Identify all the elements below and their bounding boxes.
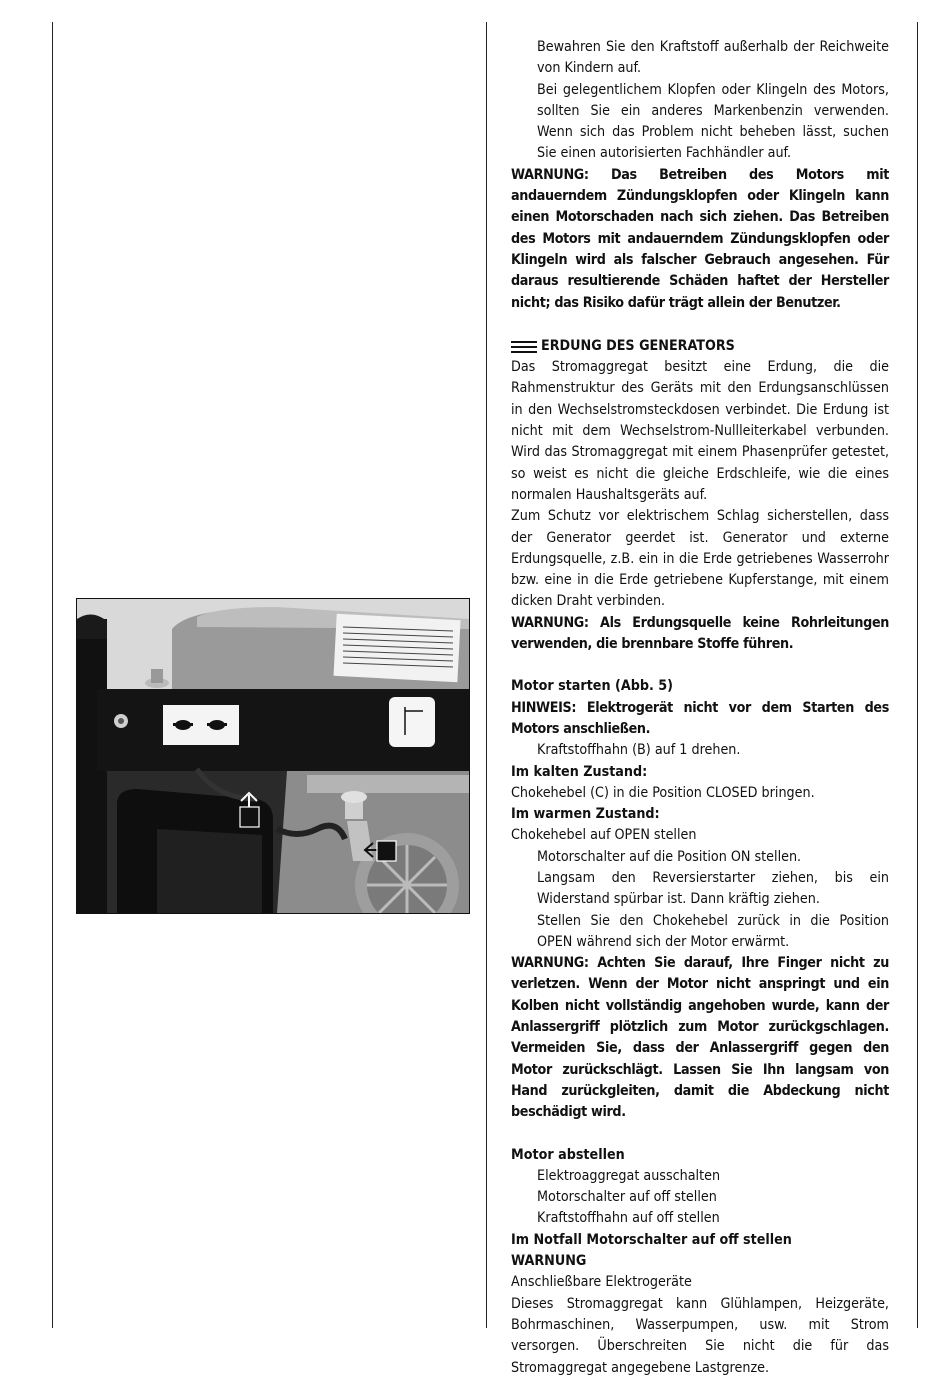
right-margin-rule <box>917 22 918 1328</box>
warning-knocking: WARNUNG: Das Betreiben des Motors mit andauerndem Zündungsklopfen oder Klingeln kann einen Motorschaden nach sich ziehen. Das Betreiben des Motors mit andauerndem Zündungsklopfen oder Klingeln wird als falscher Gebrauch angesehen. Für daraus resultierende Schäden haftet der Hersteller nicht; das Risiko dafür trägt allein der Benutzer. <box>511 166 889 311</box>
three-bars-icon <box>511 340 537 354</box>
text-column <box>511 37 889 1379</box>
subheading-warm: Im warmen Zustand: <box>511 806 660 823</box>
warning-pipes: WARNUNG: Als Erdungsquelle keine Rohrleitungen verwenden, die brennbare Stoffe führen. <box>511 614 889 653</box>
step-engine-switch: Motorschalter auf die Position ON stellen. <box>537 848 802 865</box>
subheading-stop-motor: Motor abstellen <box>511 1146 625 1163</box>
spacer <box>511 1124 889 1145</box>
spacer <box>511 314 889 335</box>
warning-fingers: WARNUNG: Achten Sie darauf, Ihre Finger nicht zu verletzen. Wenn der Motor nicht anspringt und ein Kolben nicht vollständig angehoben wurde, kann der Anlassergriff plötzlich zum Motor zurückgschlagen. Vermeiden Sie, dass der Anlassergriff gegen den Motor zurückschlägt. Lassen Sie Ihn langsam von Hand zurückgleiten, damit die Abdeckung nicht beschädigt wird. <box>511 955 889 1121</box>
subheading-start-motor: Motor starten (Abb. 5) <box>511 678 673 695</box>
heading-text: ERDUNG DES GENERATORS <box>541 337 735 354</box>
paragraph-knocking: Bei gelegentlichem Klopfen oder Klingeln des Motors, sollten Sie ein anderes Markenbenzin verwenden. Wenn sich das Problem nicht beheben lässt, suchen Sie einen autorisierten Fachhändler auf. <box>537 81 889 162</box>
subheading-cold: Im kalten Zustand: <box>511 763 648 780</box>
text-warm: Chokehebel auf OPEN stellen <box>511 827 697 844</box>
step-fuel-valve-off: Kraftstoffhahn auf off stellen <box>537 1210 720 1227</box>
spacer <box>511 655 889 676</box>
step-recoil-starter: Langsam den Reversierstarter ziehen, bis ein Widerstand spürbar ist. Dann kräftig ziehen. <box>537 869 889 908</box>
column-divider-rule <box>486 22 487 1328</box>
step-engine-switch-off: Motorschalter auf off stellen <box>537 1189 717 1206</box>
paragraph-fuel-children: Bewahren Sie den Kraftstoff außerhalb der Reichweite von Kindern auf. <box>537 39 889 77</box>
note-connect-devices: HINWEIS: Elektrogerät nicht vor dem Starten des Motors anschließen. <box>511 699 889 737</box>
left-margin-rule <box>52 22 53 1328</box>
paragraph-grounding-safety: Zum Schutz vor elektrischem Schlag sicherstellen, dass der Generator geerdet ist. Generator und externe Erdungsquelle, z.B. ein in die Erde getriebenes Wasserrohr bzw. eine in die Erde getriebene Kupferstange, mit einem dicken Draht verbinden. <box>511 508 889 610</box>
warning-label: WARNUNG <box>511 1253 587 1270</box>
emergency-note: Im Notfall Motorschalter auf off stellen <box>511 1231 792 1248</box>
generator-photo <box>76 598 470 914</box>
section-heading-grounding <box>511 336 889 357</box>
subheading-devices: Anschließbare Elektrogeräte <box>511 1274 692 1291</box>
step-choke-open: Stellen Sie den Chokehebel zurück in die Position OPEN während sich der Motor erwärmt. <box>537 912 889 950</box>
text-cold: Chokehebel (C) in die Position CLOSED bringen. <box>511 784 815 801</box>
step-switch-off-generator: Elektroaggregat ausschalten <box>537 1167 721 1184</box>
paragraph-grounding-structure: Das Stromaggregat besitzt eine Erdung, die die Rahmenstruktur des Geräts mit den Erdungsanschlüssen in den Wechselstromsteckdosen verbindet. Die Erdung ist nicht mit dem Wechselstrom-Nullleiterkabel verbunden. Wird das Stromaggregat mit einem Phasenprüfer getestet, so weist es nicht die gleiche Erdschleife, wie die eines normalen Haushaltsgeräts auf. <box>511 359 889 503</box>
step-fuel-valve: Kraftstoffhahn (B) auf 1 drehen. <box>537 742 741 759</box>
paragraph-devices: Dieses Stromaggregat kann Glühlampen, Heizgeräte, Bohrmaschinen, Wasserpumpen, usw. mit Strom versorgen. Überschreiten Sie nicht die für das Stromaggregat angegebene Lastgrenze. <box>511 1295 889 1376</box>
